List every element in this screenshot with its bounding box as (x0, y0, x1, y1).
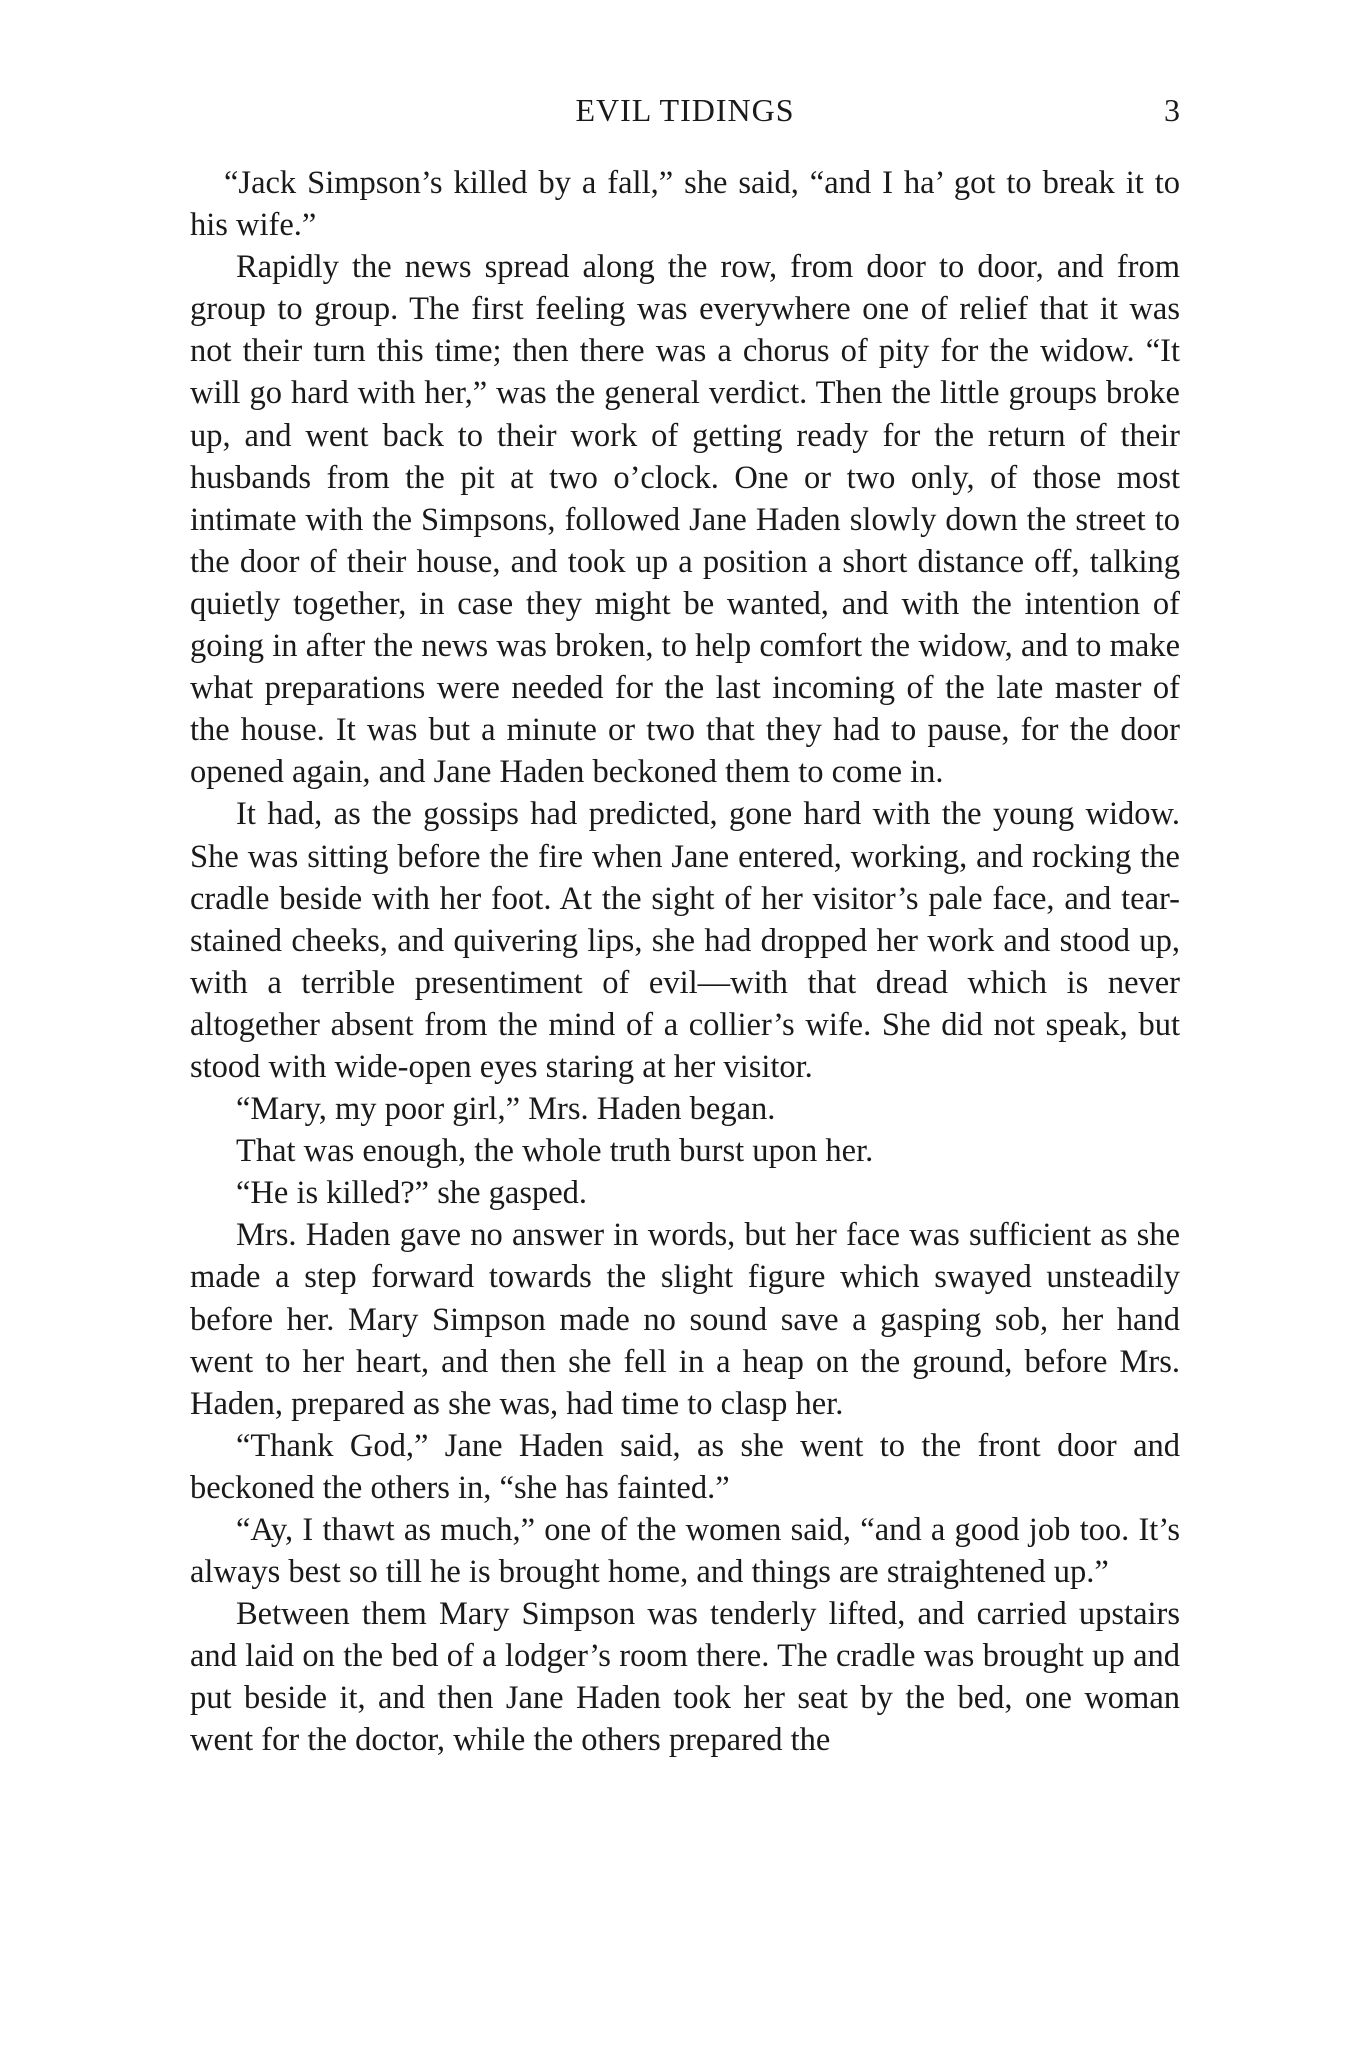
paragraph-8: “Thank God,” Jane Haden said, as she went to the front door and beckoned the others in, “she has fainted.” (190, 1427, 1180, 1506)
paragraph-9: “Ay, I thawt as much,” one of the women said, “and a good job too. It’s always best so till he is brought home, and things are straightened up.” (190, 1512, 1180, 1591)
paragraph-1: “Jack Simpson’s killed by a fall,” she said, “and I ha’ got to break it to his wife.” (190, 165, 1180, 244)
paragraph-6: “He is killed?” she gasped. (236, 1175, 588, 1212)
paragraph-7: Mrs. Haden gave no answer in words, but her face was sufficient as she made a step forward towards the slight figure which swayed unsteadily before her. Mary Simpson made no sound save a gasping sob, her hand went to her heart, and then she fell in a heap on the ground, before Mrs. Haden, prepared as she was, had time to clasp her. (190, 1217, 1180, 1422)
page-number: 3 (1164, 92, 1180, 128)
running-title: EVIL TIDINGS (575, 92, 795, 128)
paragraph-4: “Mary, my poor girl,” Mrs. Haden began. (236, 1091, 776, 1128)
running-head (190, 92, 1180, 132)
paragraph-10: Between them Mary Simpson was tenderly lifted, and carried upstairs and laid on the bed of a lodger’s room there. The cradle was brought up and put beside it, and then Jane Haden took her seat by the bed, one woman went for the doctor, while the others prepared the (190, 1596, 1180, 1759)
paragraph-3: It had, as the gossips had predicted, gone hard with the young widow. She was sitting before the fire when Jane entered, working, and rocking the cradle beside with her foot. At the sight of her visitor’s pale face, and tear-stained cheeks, and quivering lips, she had dropped her work and stood up, with a terrible presentiment of evil—with that dread which is never altogether absent from the mind of a collier’s wife. She did not speak, but stood with wide-open eyes staring at her visitor. (190, 796, 1180, 1085)
body-text (190, 162, 1180, 1762)
paragraph-5: That was enough, the whole truth burst upon her. (236, 1133, 874, 1170)
paragraph-2: Rapidly the news spread along the row, from door to door, and from group to group. The first feeling was everywhere one of relief that it was not their turn this time; then there was a chorus of pity for the widow. “It will go hard with her,” was the general verdict. Then the little groups broke up, and went back to their work of getting ready for the return of their husbands from the pit at two o’clock. One or two only, of those most intimate with the Simpsons, followed Jane Haden slowly down the street to the door of their house, and took up a position a short distance off, talking quietly together, in case they might be wanted, and with the intention of going in after the news was broken, to help comfort the widow, and to make what preparations were needed for the last incoming of the late master of the house. It was but a minute or two that they had to pause, for the door opened again, and Jane Haden beckoned them to come in. (190, 249, 1180, 791)
